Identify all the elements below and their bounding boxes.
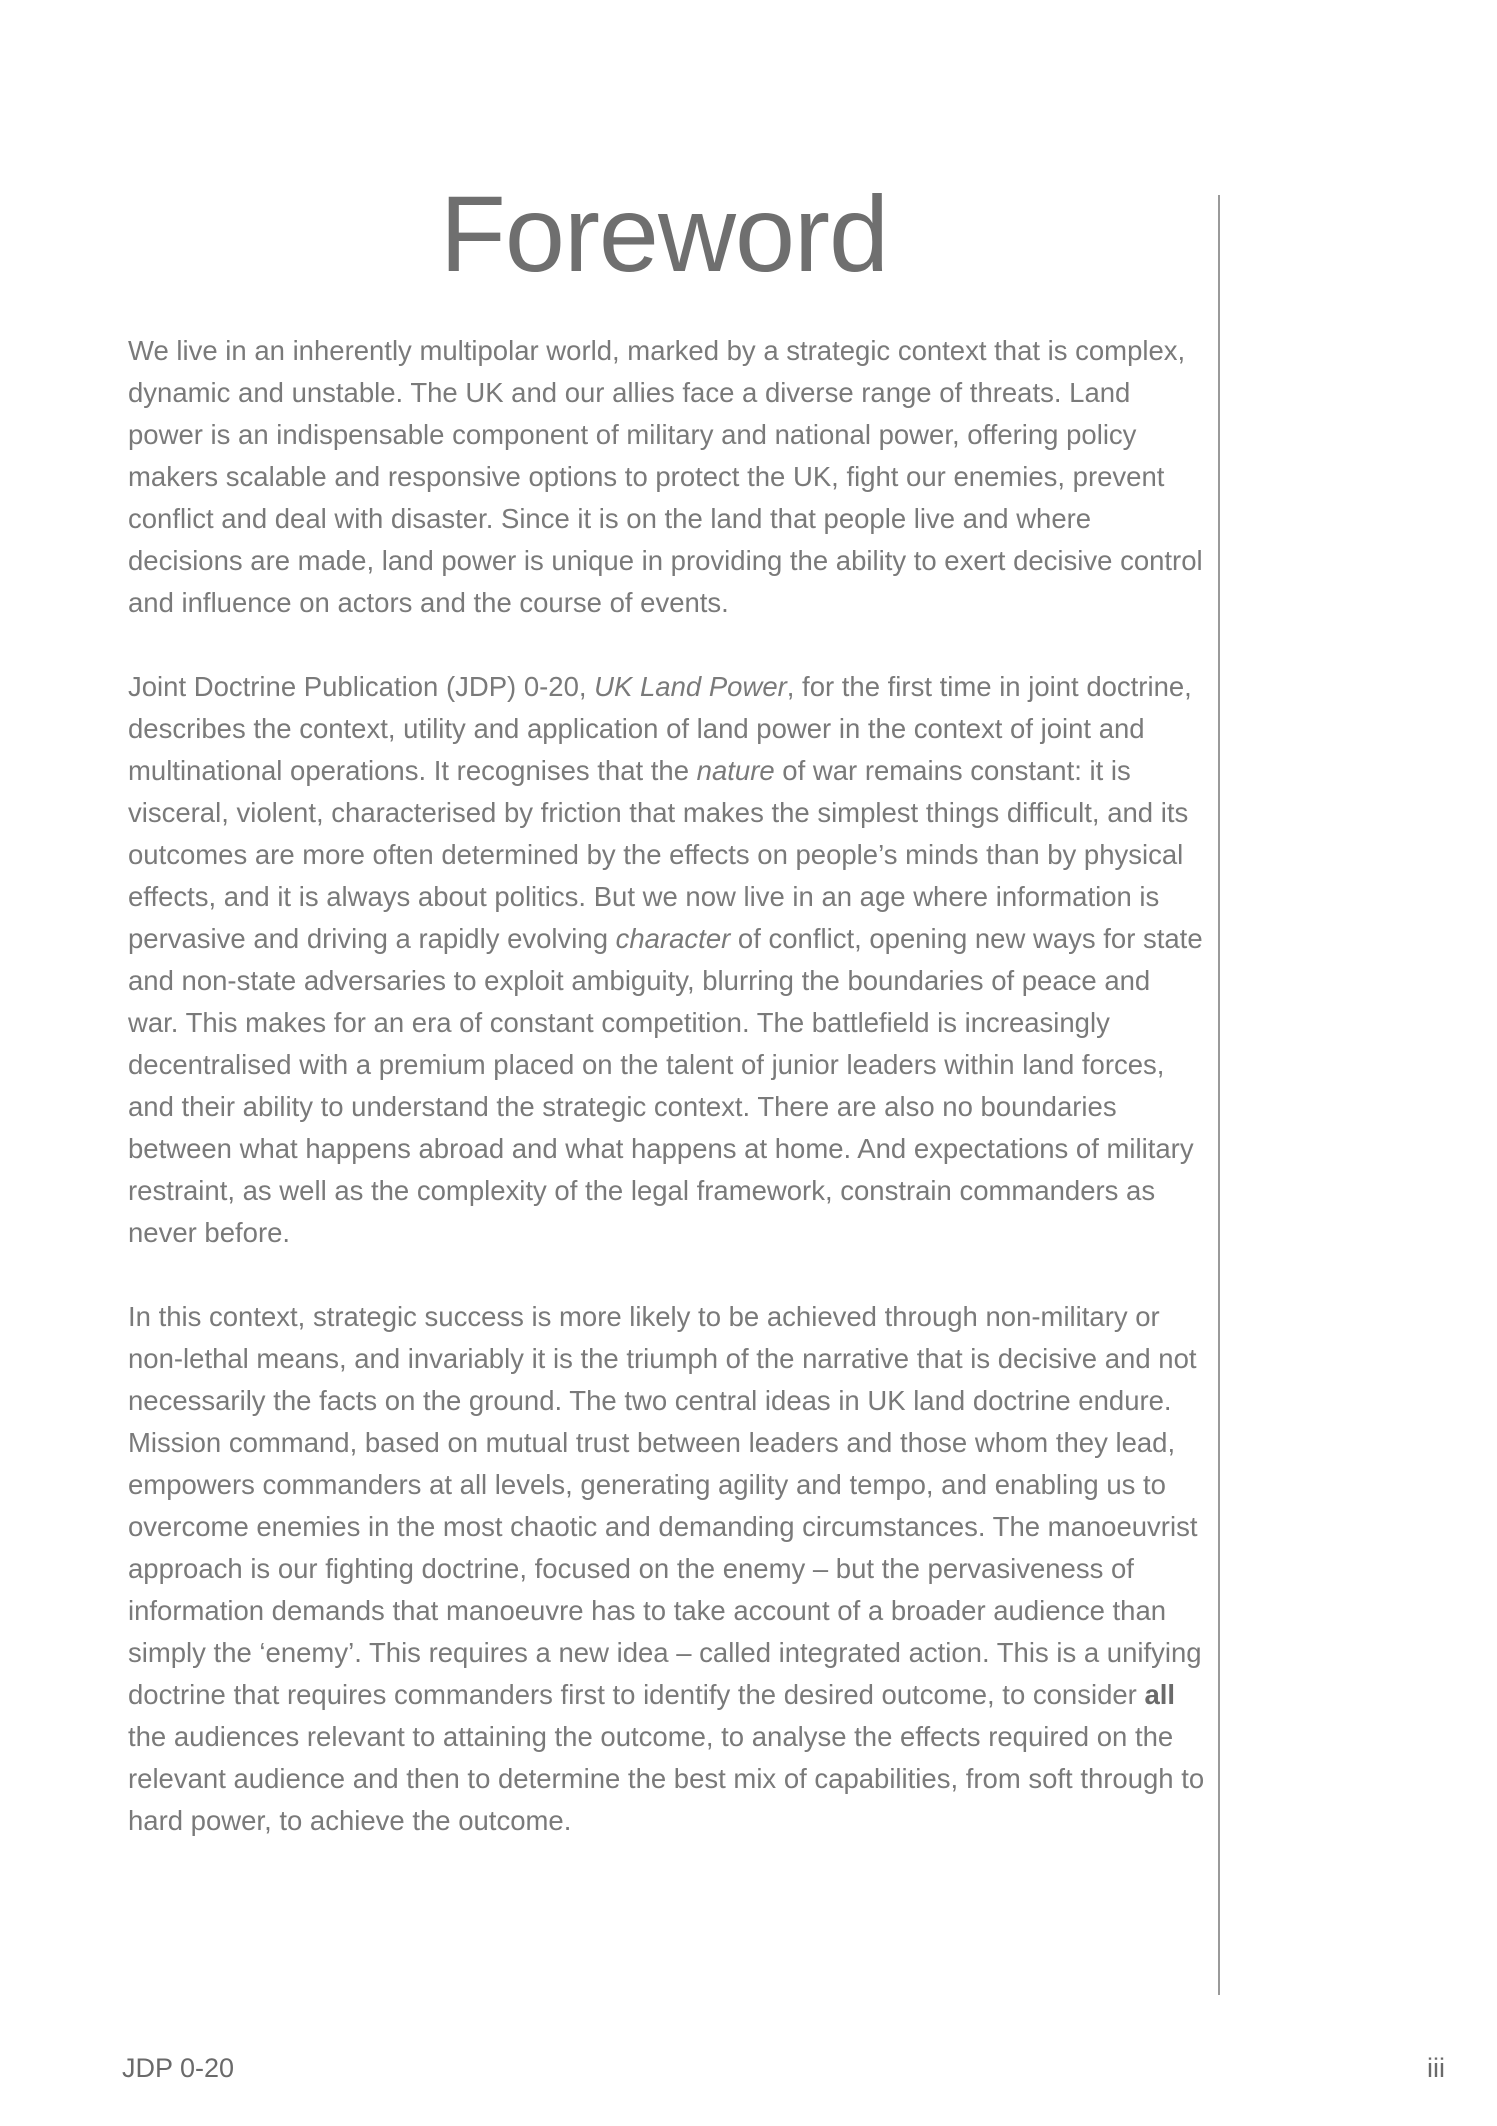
paragraph-3: [128, 1296, 1208, 1842]
vertical-rule: [1218, 195, 1220, 1995]
paragraph-1: We live in an inherently multipolar world, marked by a strategic context that is complex, dynamic and unstable. The UK and our allies face a diverse range of threats. Land power is an indispensable component of military and national power, offering policy makers scalable and responsive options to protect the UK, fight our enemies, prevent conflict and deal with disaster. Since it is on the land that people live and where decisions are made, land power is unique in providing the ability to exert decisive control and influence on actors and the course of events.: [128, 335, 1203, 618]
paragraph-2-text: , for the first time in joint doctrine, describes the context, utility and application of land power in the context of joint and multinational operations. It recognises that the: [128, 671, 1192, 786]
publication-title-italic: UK Land Power: [594, 671, 787, 702]
paragraph-3-text: In this context, strategic success is more likely to be achieved through non-military or non-lethal means, and invariably it is the triumph of the narrative that is decisive and not necessarily the facts on the ground. The two central ideas in UK land doctrine endure. Mission command, based on mutual trust between leaders and those whom they lead, empowers commanders at all levels, generating agility and tempo, and enabling us to overcome enemies in the most chaotic and demanding circumstances. The manoeuvrist approach is our fighting doctrine, focused on the enemy – but the pervasiveness of information demands that manoeuvre has to take account of a broader audience than simply the ‘enemy’. This requires a new idea – called integrated action. This is a unifying doctrine that requires commanders first to identify the desired outcome, to consider: [128, 1301, 1202, 1710]
paragraph-2-text: of conflict, opening new ways for state and non-state adversaries to exploit ambiguity, blurring the boundaries of peace and war. This makes for an era of constant competition. The battlefield is increasingly decentralised with a premium placed on the talent of junior leaders within land forces, and their ability to understand the strategic context. There are also no boundaries between what happens abroad and what happens at home. And expectations of military restraint, as well as the complexity of the legal framework, constrain commanders as never before.: [128, 923, 1203, 1248]
page-title: Foreword: [439, 173, 889, 294]
page-number: iii: [1427, 2053, 1445, 2083]
emphasis-all: all: [1144, 1679, 1176, 1710]
emphasis-nature: nature: [696, 755, 775, 786]
footer-publication-id: JDP 0-20: [122, 2053, 235, 2083]
emphasis-character: character: [615, 923, 731, 954]
paragraph-2-text: of war remains constant: it is visceral, violent, characterised by friction that makes the simplest things difficult, and its outcomes are more often determined by the effects on people’s minds than by physical effects, and it is always about politics. But we now live in an age where information is pervasive and driving a rapidly evolving: [128, 755, 1189, 954]
paragraph-2: [128, 666, 1208, 1254]
paragraph-2-text: Joint Doctrine Publication (JDP) 0-20,: [128, 671, 595, 702]
paragraph-3-text: the audiences relevant to attaining the outcome, to analyse the effects required on the relevant audience and then to determine the best mix of capabilities, from soft through to hard power, to achieve the outcome.: [128, 1721, 1205, 1836]
body-text: [128, 330, 1208, 1884]
